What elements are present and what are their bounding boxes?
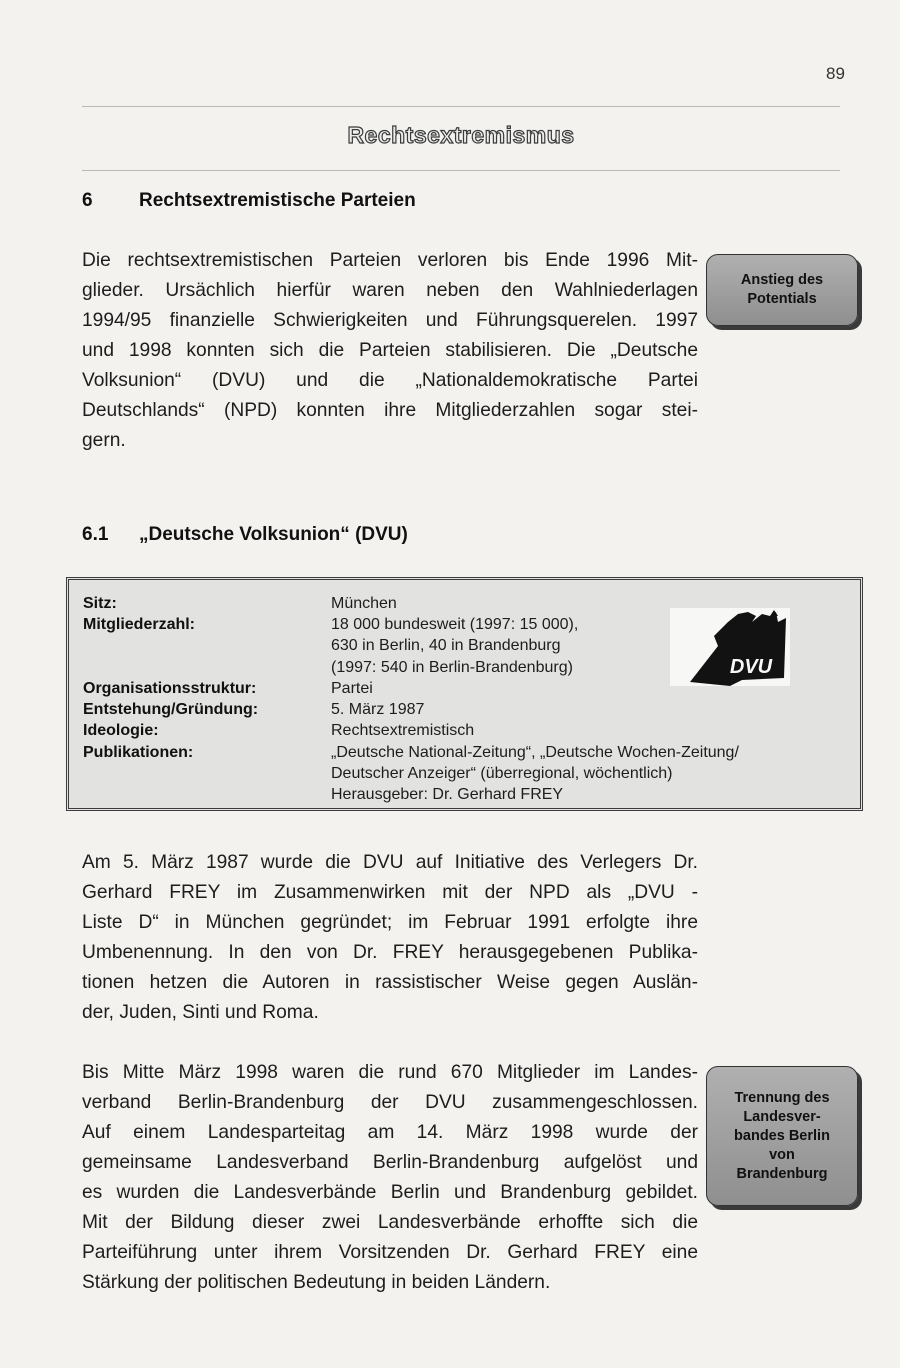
paragraph-line: Mit der Bildung dieser zwei Landesverbände erhoffte sich die (82, 1212, 698, 1233)
fact-value: 18 000 bundesweit (1997: 15 000), (331, 616, 579, 633)
paragraph-line: Deutschlands“ (NPD) konnten ihre Mitgliederzahlen sogar stei- (82, 400, 698, 421)
subsection-number: 6.1 (82, 524, 109, 545)
section-number: 6 (82, 190, 93, 211)
fact-label: Publikationen: (83, 744, 194, 761)
body-paragraph-3 (82, 1058, 698, 1298)
fact-row-organisation (83, 678, 373, 699)
header-rule-top (82, 106, 840, 107)
margin-note-line: von (769, 1146, 795, 1163)
fact-value: (1997: 540 in Berlin-Brandenburg) (331, 659, 573, 676)
fact-value: 5. März 1987 (331, 701, 425, 718)
fact-value: Partei (331, 680, 373, 697)
dvu-logo (670, 608, 790, 686)
margin-note-line: Brandenburg (736, 1165, 828, 1182)
paragraph-line: der, Juden, Sinti und Roma. (82, 1002, 319, 1023)
fact-value: 630 in Berlin, 40 in Brandenburg (331, 637, 561, 654)
paragraph-line: Auf einem Landesparteitag am 14. März 1998 wurde der (82, 1122, 698, 1143)
margin-note-line: Trennung des (734, 1089, 830, 1106)
paragraph-line: Bis Mitte März 1998 waren die rund 670 Mitglieder im Landes- (82, 1062, 698, 1083)
fact-row-mitgliederzahl (83, 614, 579, 635)
subsection-heading (82, 524, 408, 546)
fact-value: Herausgeber: Dr. Gerhard FREY (331, 786, 564, 803)
paragraph-line: glieder. Ursächlich hierfür waren neben den Wahlniederlagen (82, 280, 698, 301)
fact-row-gruendung (83, 699, 425, 720)
subsection-title: „Deutsche Volksunion“ (DVU) (139, 524, 408, 545)
section-paragraph (82, 246, 698, 456)
eagle-logo-icon (670, 608, 790, 686)
paragraph-line: und 1998 konnten sich die Parteien stabilisieren. Die „Deutsche (82, 340, 698, 361)
paragraph-line: Volksunion“ (DVU) und die „Nationaldemokratische Partei (82, 370, 698, 391)
logo-text: DVU (729, 656, 773, 678)
paragraph-line: Stärkung der politischen Bedeutung in beiden Ländern. (82, 1272, 551, 1293)
paragraph-line: gemeinsame Landesverband Berlin-Brandenburg aufgelöst und (82, 1152, 698, 1173)
section-heading (82, 190, 416, 212)
fact-value: „Deutsche National-Zeitung“, „Deutsche Wochen-Zeitung/ (331, 744, 739, 761)
page-number: 89 (826, 64, 845, 83)
fact-value: Rechtsextremistisch (331, 722, 475, 739)
paragraph-line: Parteiführung unter ihrem Vorsitzenden Dr. Gerhard FREY eine (82, 1242, 698, 1263)
header-rule-bottom (82, 170, 840, 171)
margin-note-separation (706, 1066, 858, 1206)
fact-value: München (331, 595, 397, 612)
fact-label: Ideologie: (83, 722, 159, 739)
fact-label: Sitz: (83, 595, 117, 612)
paragraph-line: Am 5. März 1987 wurde die DVU auf Initiative des Verlegers Dr. (82, 852, 698, 873)
paragraph-line: 1994/95 finanzielle Schwierigkeiten und Führungsquerelen. 1997 (82, 310, 698, 331)
fact-row-ideologie (83, 720, 475, 741)
margin-note-line: bandes Berlin (734, 1127, 830, 1144)
paragraph-line: tionen hetzen die Autoren in rassistischer Weise gegen Auslän- (82, 972, 698, 993)
margin-note-line: Landesver- (743, 1108, 821, 1125)
margin-note-line: Anstieg des (740, 272, 824, 288)
fact-label: Entstehung/Gründung: (83, 701, 259, 718)
paragraph-line: es wurden die Landesverbände Berlin und Brandenburg gebildet. (82, 1182, 698, 1203)
running-title: Rechtsextremismus (347, 122, 575, 148)
paragraph-line: Umbenennung. In den von Dr. FREY herausgegebenen Publika- (82, 942, 698, 963)
paragraph-line: Liste D“ in München gegründet; im Februar 1991 erfolgte ihre (82, 912, 698, 933)
fact-label: Mitgliederzahl: (83, 616, 196, 633)
paragraph-line: Die rechtsextremistischen Parteien verloren bis Ende 1996 Mit- (82, 250, 698, 271)
margin-note-line: Potentials (747, 291, 817, 307)
paragraph-line: Gerhard FREY im Zusammenwirken mit der NPD als „DVU - (82, 882, 698, 903)
fact-value: Deutscher Anzeiger“ (überregional, wöchentlich) (331, 765, 673, 782)
paragraph-line: gern. (82, 430, 126, 451)
margin-note-potential (706, 254, 858, 326)
fact-label: Organisationsstruktur: (83, 680, 257, 697)
fact-row-sitz (83, 593, 397, 614)
body-paragraph-2 (82, 848, 698, 1028)
section-title: Rechtsextremistische Parteien (139, 190, 416, 211)
paragraph-line: verband Berlin-Brandenburg der DVU zusammengeschlossen. (82, 1092, 698, 1113)
fact-row-publikationen (83, 742, 739, 763)
